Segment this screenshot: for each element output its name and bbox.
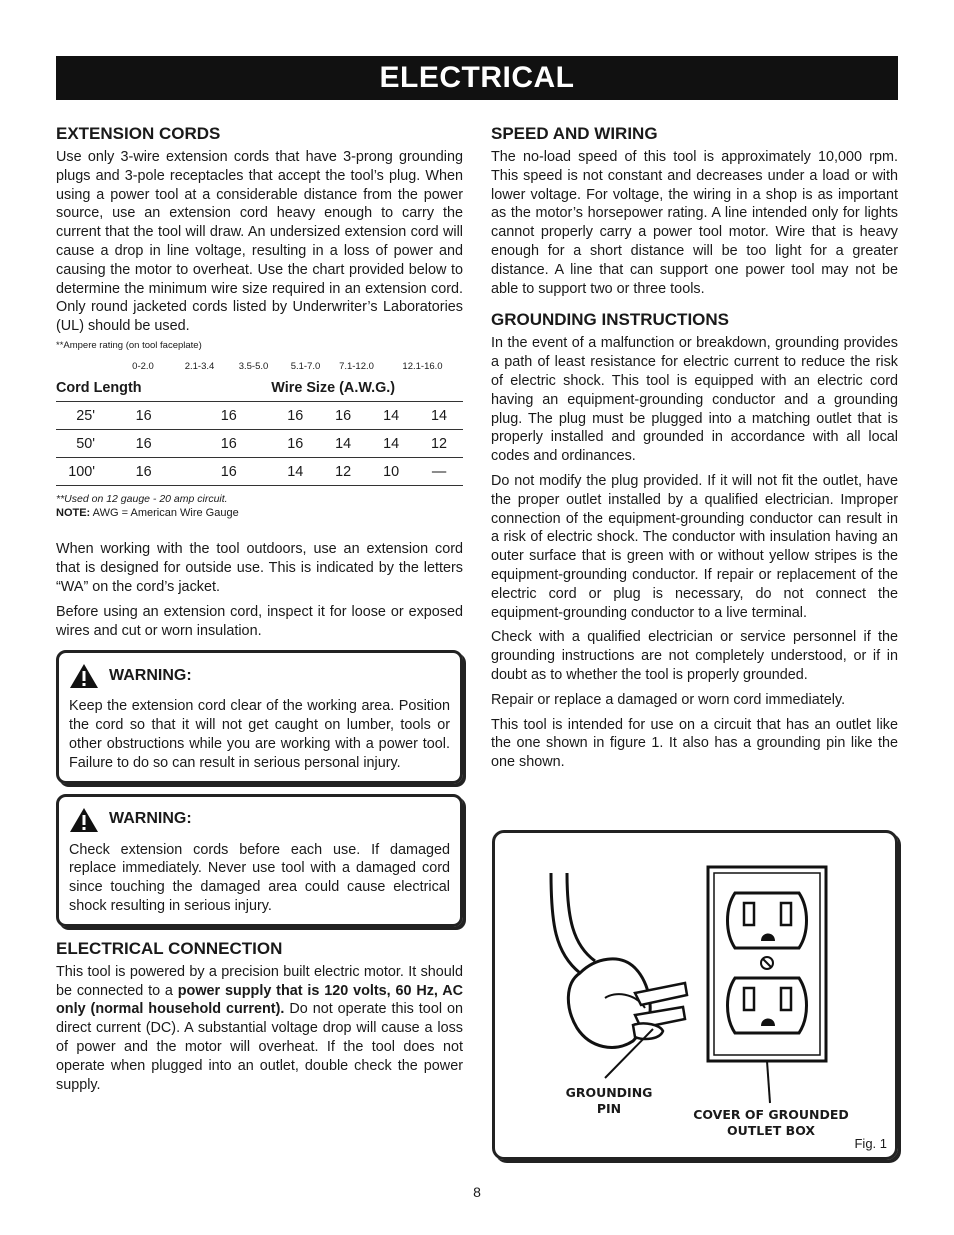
warning-triangle-icon — [69, 663, 99, 689]
amp-range: 7.1-12.0 — [339, 360, 374, 372]
inspect-cord-paragraph: Before using an extension cord, inspect it for loose or exposed wires and cut or worn insulation. — [56, 603, 463, 639]
speed-wiring-paragraph: The no-load speed of this tool is approximately 10,000 rpm. This speed is not constant and decreases under a load or with lower voltage. For voltage, the wiring in a shop is as important as the motor’s horsepower rating. A line intended only for lights cannot properly carry a power tool motor. Wire that is heavy enough for a short distance will be too light for a greater distance. A line that can support one power tool may not be able to support two or three tools. — [491, 149, 898, 297]
grounding-pin-label: GROUNDING PIN — [565, 1085, 653, 1116]
warning-box — [56, 794, 463, 927]
extension-cords-heading: EXTENSION CORDS — [56, 124, 221, 143]
amp-range: 3.5-5.0 — [238, 360, 269, 372]
amp-range: 5.1-7.0 — [290, 360, 321, 372]
grounding-paragraph: Check with a qualified electrician or service personnel if the grounding instructions are not completely understood, or if in doubt as to whether the tool is properly grounded. — [491, 629, 898, 683]
ampere-rating-note: **Ampere rating (on tool faceplate) — [56, 339, 202, 351]
col-wire-size: Wire Size (A.W.G.) — [271, 376, 463, 402]
page-title: ELECTRICAL — [56, 56, 898, 100]
ampere-ranges — [56, 358, 463, 372]
outdoor-cord-paragraph: When working with the tool outdoors, use an extension cord that is designed for outside use. This is indicated by the letters “WA” on the cord’s jacket. — [56, 541, 463, 596]
grounding-paragraph: In the event of a malfunction or breakdown, grounding provides a path of least resistance for electric current to reduce the risk of electric shock. This tool is equipped with an electric cord having an equipment-grounding conductor and a grounding plug. The plug must be plugged into a matching outlet that is properly installed and grounded in accordance with all local codes and ordinances. — [491, 335, 898, 465]
table-row: 25' 16 16 16 16 14 14 — [56, 402, 463, 430]
electrical-connection-paragraph: This tool is powered by a precision built electric motor. It should be connected to a power supply that is 120 volts, 60 Hz, AC only (normal household current). Do not operate this tool on direct current (DC). A substantial voltage drop will cause a loss of power and the motor will overheat. If the tool does not operate when plugged into an outlet, double check the power supply. — [56, 963, 464, 1093]
left-column — [56, 124, 463, 1100]
outlet-cover-label: COVER OF GROUNDED OUTLET BOX — [693, 1107, 849, 1138]
amp-range: 0-2.0 — [132, 360, 154, 372]
warning-text: Keep the extension cord clear of the working area. Position the cord so that it will not get caught on lumber, tools or other obstructions while you are working with a power tool. Failure to do so can result in serious personal injury. — [69, 698, 450, 771]
grounding-paragraph: Repair or replace a damaged or worn cord immediately. — [491, 691, 846, 708]
warning-title: WARNING: — [109, 667, 192, 685]
table-row: 50' 16 16 16 14 14 12 — [56, 430, 463, 458]
electrical-connection-heading: ELECTRICAL CONNECTION — [56, 938, 283, 958]
page-number: 8 — [473, 1184, 481, 1200]
warning-triangle-icon — [69, 807, 99, 833]
warning-title: WARNING: — [109, 810, 192, 828]
table-footnote: **Used on 12 gauge - 20 amp circuit. — [56, 493, 228, 506]
table-row: 100' 16 16 14 12 10 — — [56, 458, 463, 486]
grounding-paragraph: Do not modify the plug provided. If it will not fit the outlet, have the proper outlet installed by a qualified electrician. Improper connection of the equipment-grounding conductor can result in a risk of electric shock. The conductor with insulation having an outer surface that is green with or without yellow stripes is the equipment-grounding conductor. If repair or replacement of the electric cord or plug is necessary, do not connect the equipment-grounding conductor to a live terminal. — [491, 472, 898, 621]
speed-wiring-heading: SPEED AND WIRING — [491, 124, 658, 143]
grounding-paragraph: This tool is intended for use on a circuit that has an outlet like the one shown in figure 1. It also has a grounding pin like the one shown. — [491, 716, 898, 771]
awg-note: NOTE: AWG = American Wire Gauge — [56, 507, 239, 520]
extension-cords-paragraph: Use only 3-wire extension cords that have 3-prong grounding plugs and 3-pole receptacles that accept the tool’s plug. When using a power tool at a considerable distance from the power source, use an extension cord heavy enough to carry the current that the tool will draw. An undersized extension cord will cause a drop in line voltage, resulting in a loss of power and causing the motor to overheat. Use the chart provided below to determine the minimum wire size required in an extension cord. Only round jacketed cords listed by Underwriter’s Laboratories (UL) should be used. — [56, 149, 463, 335]
grounding-heading: GROUNDING INSTRUCTIONS — [491, 310, 729, 330]
amp-range: 2.1-3.4 — [184, 360, 215, 372]
warning-box — [56, 650, 463, 783]
warning-text: Check extension cords before each use. If damaged replace immediately. Never use tool with a damaged cord since touching the damaged area could cause electrical shock resulting in serious injury. — [69, 841, 450, 915]
amp-range: 12.1-16.0 — [402, 360, 443, 372]
wire-size-table — [56, 376, 463, 487]
figure-1 — [492, 830, 898, 1160]
right-column — [491, 124, 898, 778]
figure-caption: Fig. 1 — [854, 1136, 887, 1151]
col-cord-length: Cord Length — [56, 376, 271, 402]
